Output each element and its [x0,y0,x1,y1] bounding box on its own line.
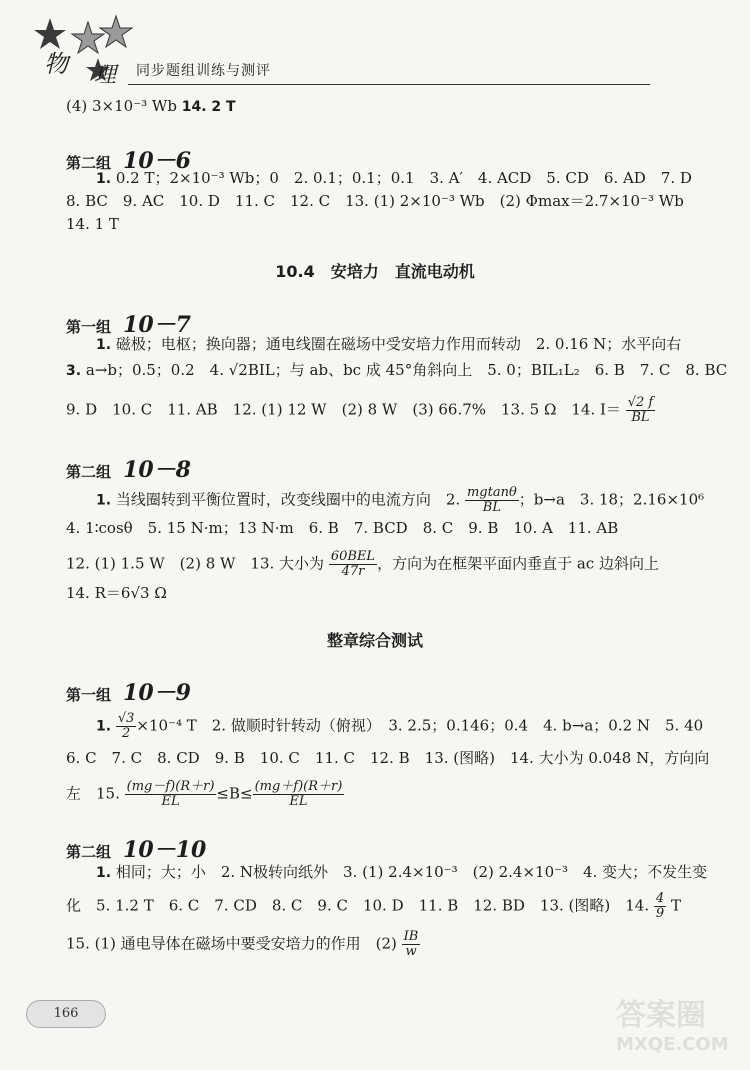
answer-text: 6. C 7. C 8. CD 9. B 10. C 11. C 12. B 13. (图略) 14. 大小为 0.048 N，方向向 [66,749,710,767]
answer-line [66,191,684,211]
answer-line [66,780,344,809]
answer-text: 15. (1) 通电导体在磁场中要受安培力的作用 (2) [66,934,397,953]
subject-char-1: 物 [44,50,68,78]
answer-text: ≤B≤ [216,784,253,803]
answer-text: 12. (1) 1.5 W (2) 8 W 13. 大小为 [66,554,325,573]
answer-line [66,214,119,234]
fraction: $\frac{IB}{w}$ [403,929,419,959]
section-title: 整章综合测试 [326,631,423,650]
answer-text: (4) 3×10⁻³ Wb [66,97,177,115]
answer-line: 1. 当线圈转到平衡位置时，改变线圈中的电流方向 2. $\frac{mgtan\theta}{BL}$ ；b→a 3. 18；2.16×10⁶ [96,485,705,515]
answer-line: 3. a→b；0.5；0.2 4. √2BIL；与 ab、bc 成 45°角斜向上 5. 0；BIL₁L₂ 6. B 7. C 8. BC [66,361,728,379]
group-heading [66,453,191,484]
answer-line [66,550,659,579]
answer-line [66,518,618,538]
header-rule [128,84,650,85]
answer-text: 9. D 10. C 11. AB 12. (1) 12 W (2) 8 W (3) 66.7% 13. 5 Ω 14. I＝ [66,400,621,419]
group-heading [66,676,191,707]
group-code: 10－10 [123,837,207,863]
answer-text: T [670,896,681,915]
answer-line [66,583,167,603]
group-code: 10－7 [123,312,191,338]
answer-line [66,748,709,768]
fraction: $\frac{\text{60BEL}}{47r}$ [330,549,376,579]
answer-text: 0.2 T；2×10⁻³ Wb；0 2. 0.1；0.1；0.1 3. A′ 4. ACD 5. CD 6. AD 7. D [115,169,692,187]
group-code: 10－8 [123,457,191,483]
group-label: 第二组 [66,843,112,861]
answer-text: ；b→a 3. 18；2.16×10⁶ [518,490,705,509]
group-code: 10－9 [123,680,191,706]
answer-text: 14. 2 T [181,99,236,115]
fraction: $\frac{mgtan\theta}{BL}$ [466,485,517,515]
answer-line: 1. $\frac{√3}{2}$ ×10⁻⁴ T 2. 做顺时针转动（俯视） 3. 2.5；0.146；0.4 4. b→a；0.2 N 5. 40 [96,711,704,741]
answer-text: 相同；大；小 2. N极转向纸外 3. (1) 2.4×10⁻³ (2) 2.4×10⁻³ 4. 变大；不发生变 [115,863,708,881]
page-number: 166 [26,1000,106,1028]
page-header [28,14,650,88]
answer-text: ×10⁻⁴ T 2. 做顺时针转动（俯视） 3. 2.5；0.146；0.4 4. b→a；0.2 N 5. 40 [136,716,704,735]
answer-text: 化 5. 1.2 T 6. C 7. CD 8. C 9. C 10. D 11. B 12. BD 13. (图略) 14. [66,896,650,915]
answer-text: ，方向为在框架平面内垂直于 ac 边斜向上 [377,554,659,573]
answer-line [66,930,420,959]
group-code: 10－6 [123,148,191,174]
answer-line [66,396,655,425]
fraction: $\frac{√3}{2}$ [117,711,135,741]
answer-text: a→b；0.5；0.2 4. √2BIL；与 ab、bc 成 45°角斜向上 5. 0；BIL₁L₂ 6. B 7. C 8. BC [85,361,728,379]
answer-line: 1. 相同；大；小 2. N极转向纸外 3. (1) 2.4×10⁻³ (2) 2.4×10⁻³ 4. 变大；不发生变 [96,863,708,881]
fraction: $\frac{√2 f}{BL}$ [627,395,654,425]
group-heading [66,833,206,864]
answer-line: 1. 0.2 T；2×10⁻³ Wb；0 2. 0.1；0.1；0.1 3. A′ 4. ACD 5. CD 6. AD 7. D [96,169,692,187]
group-label: 第一组 [66,318,112,336]
fraction: $\frac{(mg-f)(R+r)}{EL}$ [126,779,215,809]
series-title: 同步题组训练与测评 [136,63,271,79]
watermark-line2: MXQE.COM [616,1034,729,1055]
subject-char-2: 理 [94,63,117,88]
answer-text: 8. BC 9. AC 10. D 11. C 12. C 13. (1) 2×10⁻³ Wb (2) Φmax＝2.7×10⁻³ Wb [66,192,684,210]
answer-text: 14. 1 T [66,215,119,233]
fraction: $\frac{4}{9}$ [655,891,665,921]
group-label: 第二组 [66,154,112,172]
answer-line [66,96,236,117]
answer-text: 14. R＝6√3 Ω [66,584,167,602]
group-label: 第一组 [66,686,112,704]
answer-line [66,892,681,921]
fraction: $\frac{(mg+f)(R+r)}{EL}$ [254,779,343,809]
answer-text: 左 15. [66,784,120,803]
group-label: 第二组 [66,463,112,481]
watermark [616,990,746,1070]
watermark-line1: 答案圈 [616,998,706,1033]
section-title: 10.4 安培力 直流电动机 [275,262,475,281]
answer-text: 4. 1∶cosθ 5. 15 N·m；13 N·m 6. B 7. BCD 8. C 9. B 10. A 11. AB [66,519,619,537]
answer-text: 磁极；电枢；换向器；通电线圈在磁场中受安培力作用而转动 2. 0.16 N；水平向右 [115,335,682,353]
answer-line: 1. 磁极；电枢；换向器；通电线圈在磁场中受安培力作用而转动 2. 0.16 N；水平向右 [96,335,682,353]
answer-text: 当线圈转到平衡位置时，改变线圈中的电流方向 2. [115,490,461,509]
